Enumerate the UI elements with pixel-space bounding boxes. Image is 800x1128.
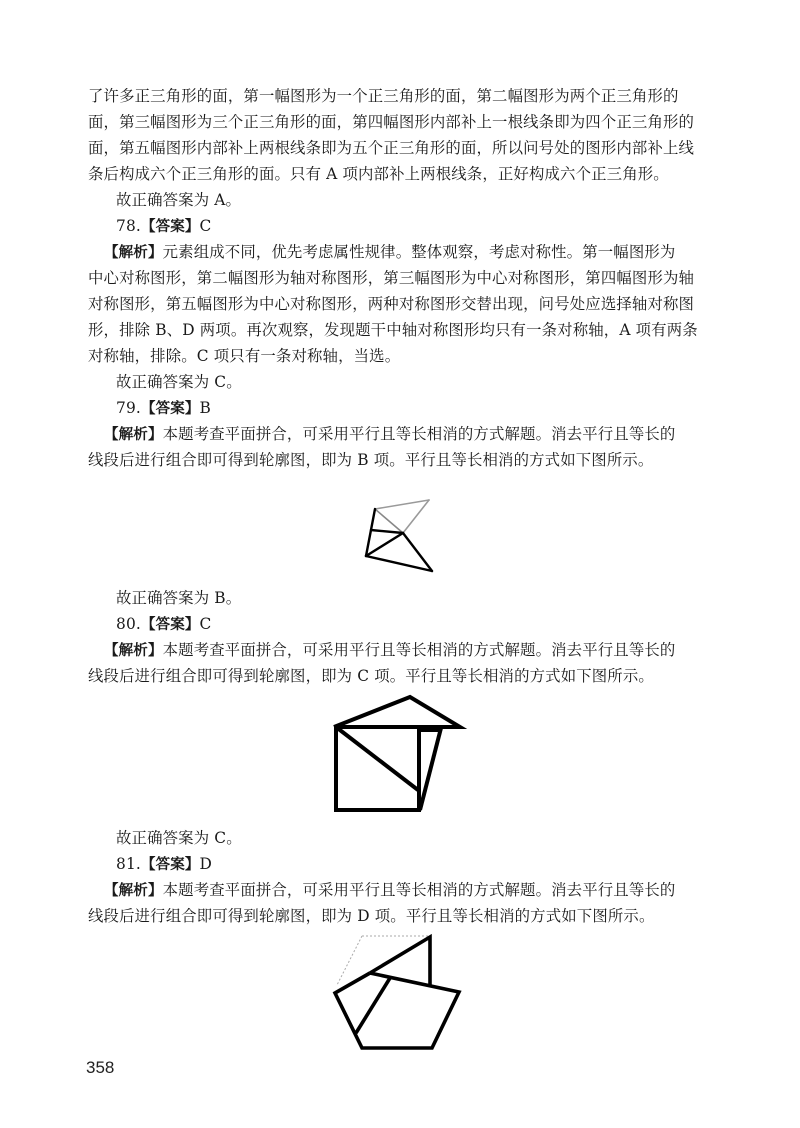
q80-number: 80.: [116, 615, 141, 633]
q79-conclusion: 故正确答案为 B。: [116, 589, 242, 607]
q79-answer-tag: 【答案】: [140, 401, 200, 417]
intro-conclusion: 故正确答案为 A。: [116, 191, 242, 209]
q81-analysis-tag: 【解析】: [104, 883, 163, 899]
q81-analysis-text-1: 本题考查平面拼合，可采用平行且等长相消的方式解题。消去平行且等长的: [162, 881, 676, 899]
q81-answer-tag: 【答案】: [140, 857, 200, 873]
q78-conclusion: 故正确答案为 C。: [116, 373, 242, 391]
q80-analysis-text-1: 本题考查平面拼合，可采用平行且等长相消的方式解题。消去平行且等长的: [162, 641, 676, 659]
q78-answer-tag: 【答案】: [140, 219, 200, 235]
q81-analysis-line-2: 线段后进行组合即可得到轮廓图，即为 D 项。平行且等长相消的方式如下图所示。: [88, 907, 655, 925]
q81-number: 81.: [116, 855, 141, 873]
q78-analysis-line-4: 形，排除 B、D 两项。再次观察，发现题干中轴对称图形均只有一条对称轴，A 项有两条: [88, 321, 698, 339]
q78-analysis-line-3: 对称图形，第五幅图形为中心对称图形，两种对称图形交替出现，问号处应选择轴对称图: [88, 295, 695, 313]
q80-answer-tag: 【答案】: [140, 617, 200, 633]
q80-analysis-line-2: 线段后进行组合即可得到轮廓图，即为 C 项。平行且等长相消的方式如下图所示。: [88, 667, 654, 685]
intro-line-3: 面，第五幅图形内部补上两根线条即为五个正三角形的面，所以问号处的图形内部补上线: [88, 139, 695, 157]
intro-line-1: 了许多正三角形的面，第一幅图形为一个正三角形的面，第二幅图形为两个正三角形的: [88, 87, 679, 105]
q79-analysis-line-2: 线段后进行组合即可得到轮廓图，即为 B 项。平行且等长相消的方式如下图所示。: [88, 451, 654, 469]
q79-number: 79.: [116, 399, 141, 417]
q79-analysis-tag: 【解析】: [104, 427, 163, 443]
q78-analysis-line-5: 对称轴，排除。C 项只有一条对称轴，当选。: [88, 347, 401, 365]
q78-analysis-text-1: 元素组成不同，优先考虑属性规律。整体观察，考虑对称性。第一幅图形为: [162, 243, 676, 261]
q80-conclusion: 故正确答案为 C。: [116, 829, 242, 847]
intro-line-4: 条后构成六个正三角形的面。只有 A 项内部补上两根线条，正好构成六个正三角形。: [88, 165, 669, 183]
q79-analysis-text-1: 本题考查平面拼合，可采用平行且等长相消的方式解题。消去平行且等长的: [162, 425, 676, 443]
intro-line-2: 面，第三幅图形为三个正三角形的面，第四幅图形内部补上一根线条即为四个正三角形的: [88, 113, 695, 131]
q80-answer: C: [199, 615, 212, 633]
q78-analysis-tag: 【解析】: [104, 245, 163, 261]
q81-answer: D: [199, 855, 213, 873]
q78-answer: C: [199, 217, 212, 235]
page-number: 358: [86, 1058, 115, 1077]
q80-analysis-tag: 【解析】: [104, 643, 163, 659]
q79-answer: B: [199, 399, 212, 417]
q78-analysis-line-2: 中心对称图形，第二幅图形为轴对称图形，第三幅图形为中心对称图形，第四幅图形为轴: [88, 269, 695, 287]
q78-number: 78.: [116, 217, 141, 235]
